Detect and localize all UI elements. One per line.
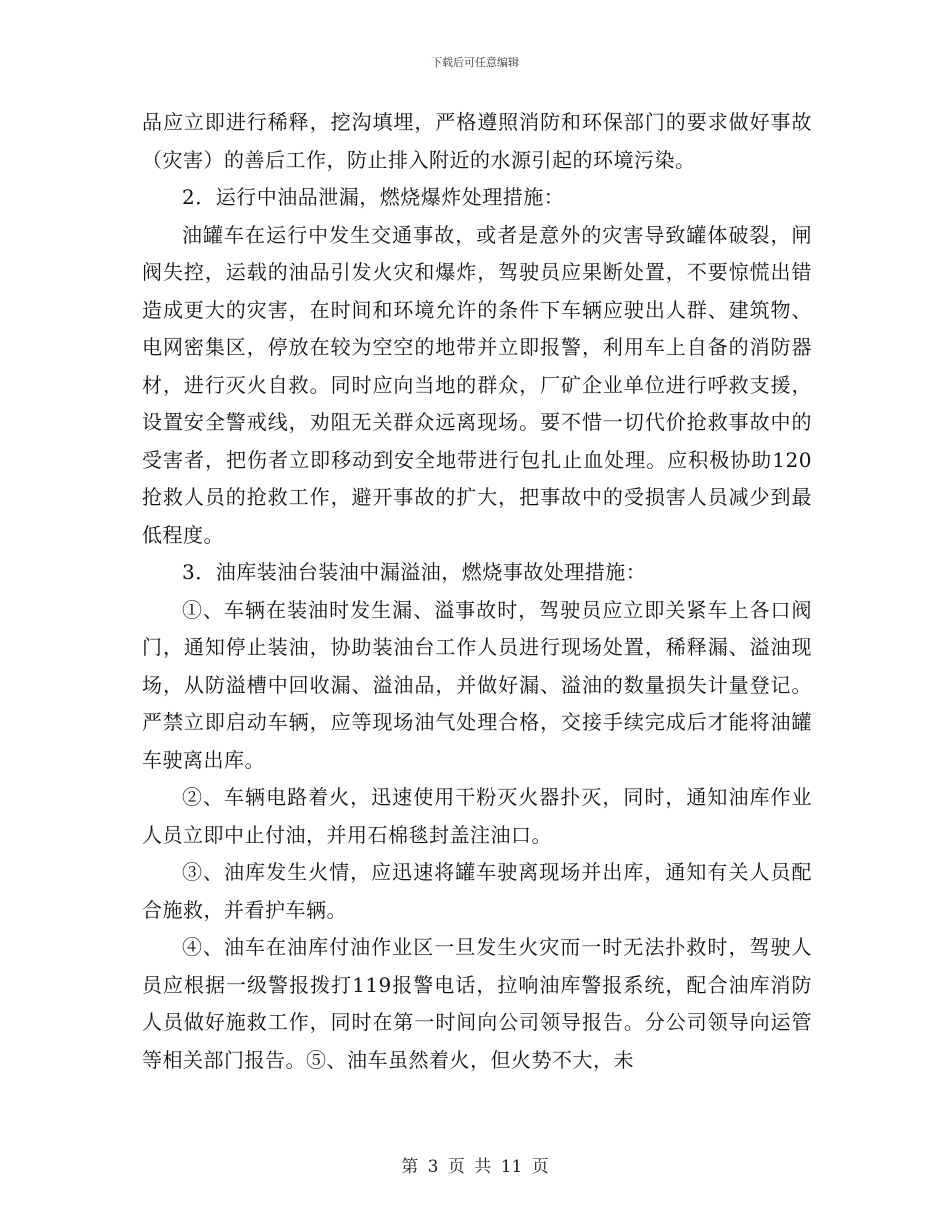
paragraph: ①、车辆在装油时发生漏、溢事故时，驾驶员应立即关紧车上各口阀门，通知停止装油，协助装油台工作人员进行现场处置，稀释漏、溢油现场，从防溢槽中回收漏、溢油品，并做好漏、溢油的数量损失计量登记。严禁立即启动车辆，应等现场油气处理合格，交接手续完成后才能将油罐车驶离出库。 (142, 597, 812, 772)
paragraph: ②、车辆电路着火，迅速使用干粉灭火器扑灭，同时，通知油库作业人员立即中止付油，并用石棉毯封盖注油口。 (142, 785, 812, 847)
paragraph: ④、油车在油库付油作业区一旦发生火灾而一时无法扑救时，驾驶人员应根据一级警报拨打119报警电话，拉响油库警报系统，配合油库消防人员做好施救工作，同时在第一时间向公司领导报告。分公司领导向运管等相关部门报告。⑤、油车虽然着火，但火势不大，未 (142, 935, 812, 1072)
section-heading: 2．运行中油品泄漏，燃烧爆炸处理措施： (182, 185, 565, 209)
section-heading: 3．油库装油台装油中漏溢油，燃烧事故处理措施： (182, 560, 647, 584)
page-header: 下载后可任意编辑 (431, 56, 519, 69)
paragraph: ③、油库发生火情，应迅速将罐车驶离现场并出库，通知有关人员配合施救，并看护车辆。 (142, 860, 812, 922)
document-body (142, 104, 812, 1079)
page-footer: 第 3 页 共 11 页 (401, 1157, 549, 1177)
paragraph: 油罐车在运行中发生交通事故，或者是意外的灾害导致罐体破裂，闸阀失控，运载的油品引发火灾和爆炸，驾驶员应果断处置，不要惊慌出错造成更大的灾害，在时间和环境允许的条件下车辆应驶出人群、建筑物、电网密集区，停放在较为空空的地带并立即报警，利用车上自备的消防器材，进行灭火自救。同时应向当地的群众，厂矿企业单位进行呼救支援，设置安全警戒线，劝阻无关群众远离现场。要不惜一切代价抢救事故中的受害者，把伤者立即移动到安全地带进行包扎止血处理。应积极协助120抢救人员的抢救工作，避开事故的扩大，把事故中的受损害人员减少到最低程度。 (142, 222, 812, 547)
paragraph: 品应立即进行稀释，挖沟填埋，严格遵照消防和环保部门的要求做好事故（灾害）的善后工作，防止排入附近的水源引起的环境污染。 (142, 110, 812, 172)
